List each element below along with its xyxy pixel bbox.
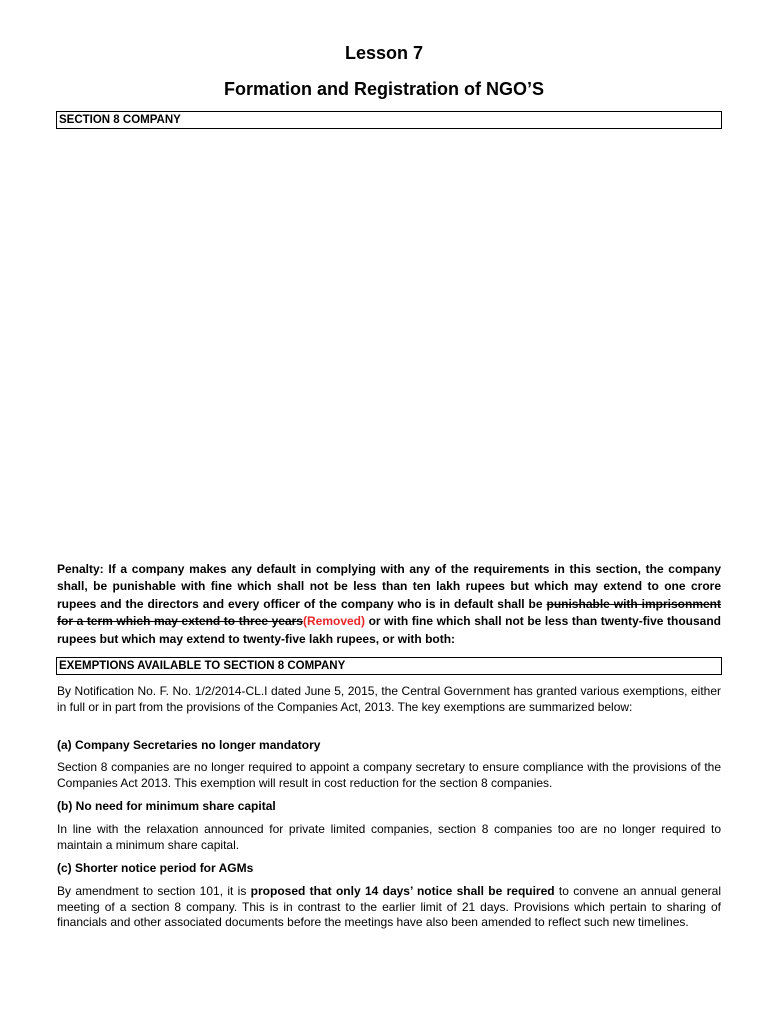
exemptions-intro: By Notification No. F. No. 1/2/2014-CL.I dated June 5, 2015, the Central Government has granted various exemptions, either in full or in part from the provisions of the Companies Act, 2013. The key exemptions are summarized below: — [57, 684, 721, 714]
exemption-c-text-post: to convene an annual general meeting of a section 8 company. This is in contrast to the earlier limit of 21 days. Provisions which pertain to sharing of financials and other associated documents before the meetings have also been amended to reflect such new timelines. — [57, 884, 721, 929]
penalty-paragraph — [57, 561, 721, 648]
lesson-heading: Lesson 7 — [344, 43, 424, 63]
section-8-company-box: SECTION 8 COMPANY — [56, 111, 722, 129]
penalty-lead: Penalty: If a company makes any default in complying with any of the requirements in this section, the company shall, be punishable with fine which shall not be less than ten lakh rupees but which may extend to one crore rupees and the directors and every officer of the company who is in default shall be — [57, 562, 721, 611]
exemption-a-text: Section 8 companies are no longer required to appoint a company secretary to ensure compliance with the provisions of the Companies Act 2013. This exemption will result in cost reduction for the section 8 companies. — [57, 760, 721, 790]
exemption-c-title: Shorter notice period for AGMs — [71, 861, 254, 875]
exemption-b-text: In line with the relaxation announced for private limited companies, section 8 companies too are no longer required to maintain a minimum share capital. — [57, 822, 721, 852]
exemption-b-label: (b) — [57, 799, 73, 813]
penalty-tail: or with fine which shall not be less than twenty-five thousand rupees but which may extend to twenty-five lakh rupees, or with both: — [57, 614, 721, 646]
removed-marker: (Removed) — [303, 614, 366, 629]
penalty-struck-text: punishable with imprisonment for a term which may extend to three years — [57, 596, 721, 629]
exemption-b-title: No need for minimum share capital — [72, 799, 276, 813]
exemption-c-label: (c) — [57, 861, 72, 875]
exemptions-box: EXEMPTIONS AVAILABLE TO SECTION 8 COMPANY — [56, 657, 722, 675]
page-title: Formation and Registration of NGO’S — [223, 79, 544, 99]
exemption-c-text-pre: By amendment to section 101, it is — [57, 884, 251, 898]
exemption-a-title: Company Secretaries no longer mandatory — [71, 738, 321, 752]
exemption-c-text — [57, 884, 721, 931]
exemption-a-heading — [57, 737, 320, 753]
exemption-c-text-bold: proposed that only 14 days’ notice shall be required — [250, 884, 555, 898]
exemption-a-label: (a) — [57, 738, 72, 752]
exemption-b-heading — [57, 798, 276, 814]
exemption-c-heading — [57, 860, 253, 876]
